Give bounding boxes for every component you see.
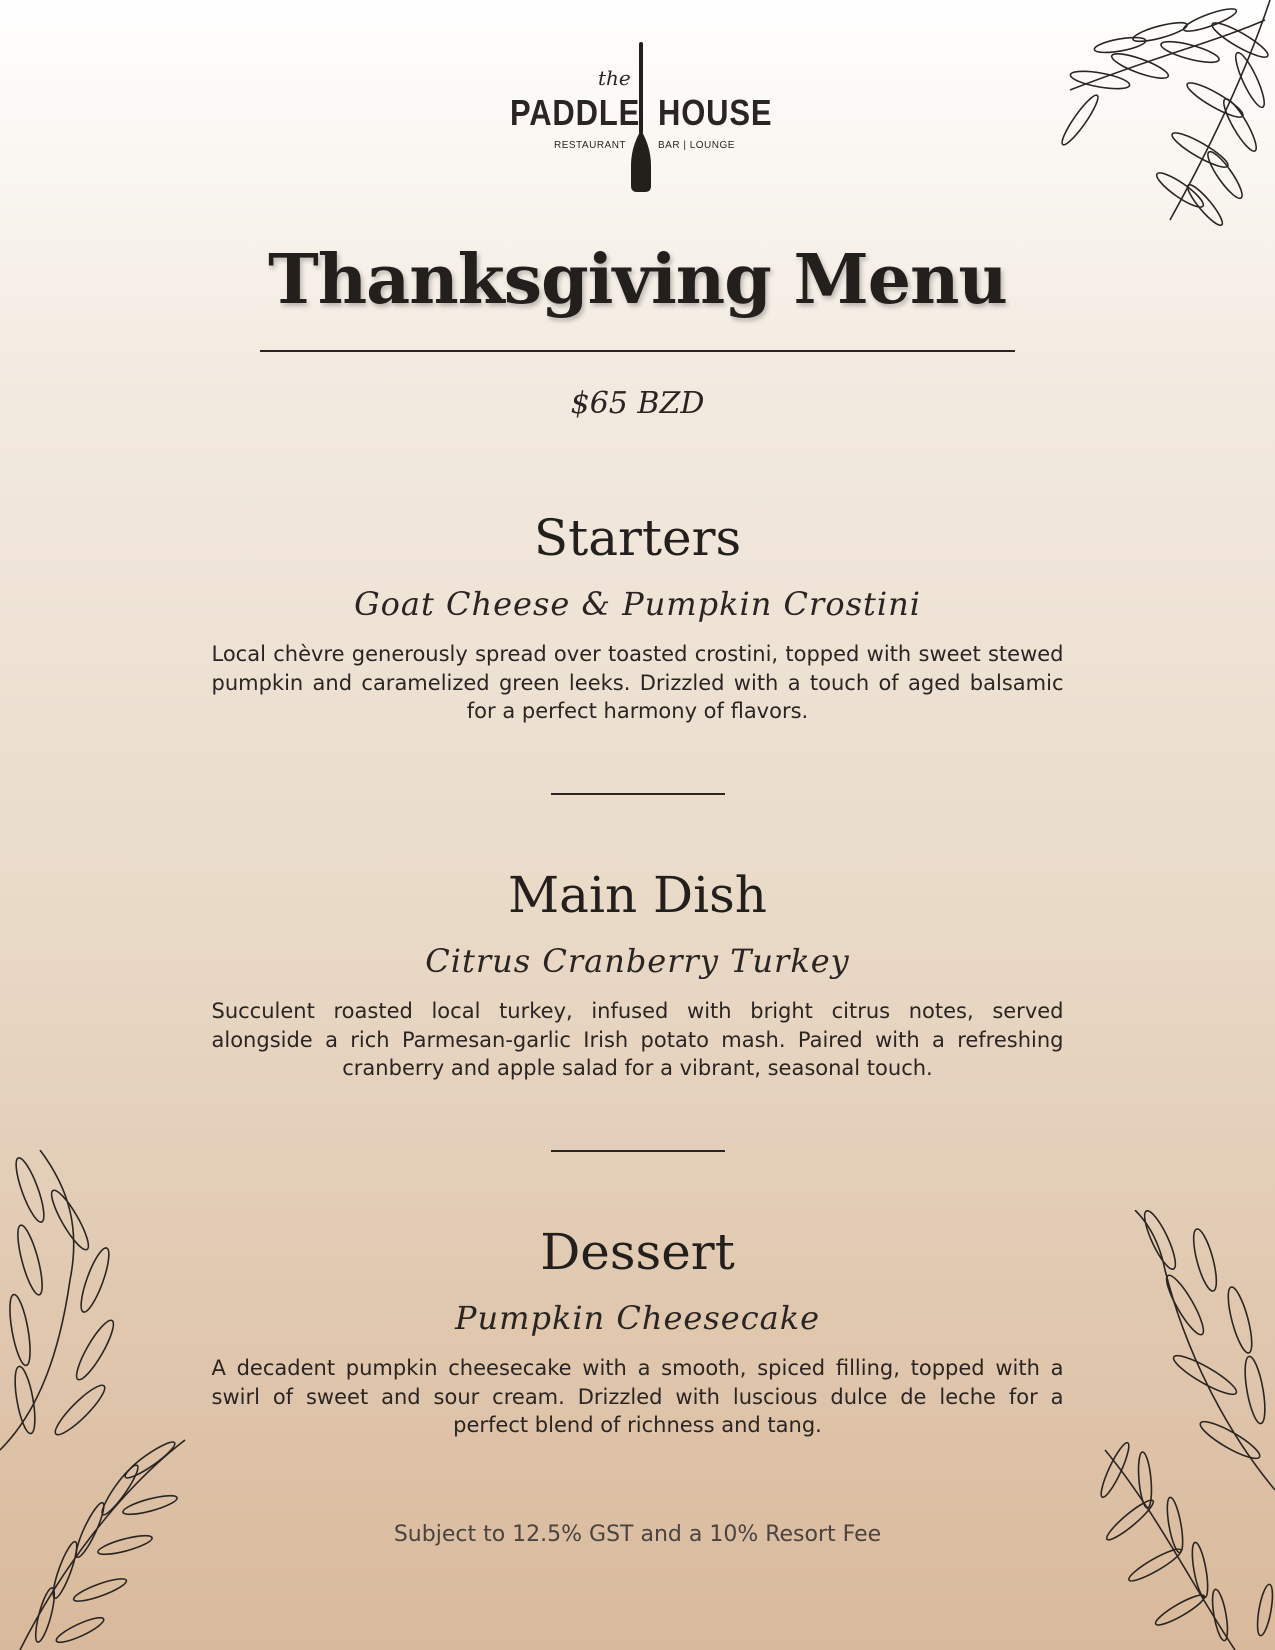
dish-description: Succulent roasted local turkey, infused with bright citrus notes, served alongside a rich Parmesan-garlic Irish potato mash. Paired with a refreshing cranberry and apple salad for a vibrant, seasonal touch. — [211, 999, 1064, 1080]
dish-description: A decadent pumpkin cheesecake with a smooth, spiced filling, topped with a swirl of sweet and sour cream. Drizzled with luscious dulce de leche for a perfect blend of richness and tang. — [211, 1356, 1064, 1437]
section-heading: Starters — [533, 509, 742, 567]
dish-name: Pumpkin Cheesecake — [454, 1299, 821, 1337]
section-starters — [0, 508, 1275, 726]
logo-the-text: the — [598, 66, 631, 90]
section-main-dish — [0, 865, 1275, 1083]
section-heading: Main Dish — [507, 866, 768, 924]
section-divider — [551, 793, 725, 795]
page-title: Thanksgiving Menu — [268, 240, 1007, 320]
dish-description: Local chèvre generously spread over toasted crostini, topped with sweet stewed pumpkin and caramelized green leeks. Drizzled with a touch of aged balsamic for a perfect harmony of flavors. — [211, 642, 1064, 723]
dish-name: Goat Cheese & Pumpkin Crostini — [354, 585, 921, 623]
leaf-branch-top-right-icon — [1040, 0, 1275, 235]
logo-restaurant-text: RESTAURANT — [554, 140, 627, 151]
section-divider — [551, 1150, 725, 1152]
section-heading: Dessert — [540, 1223, 735, 1281]
leaf-branch-bottom-left-icon — [0, 1150, 190, 1650]
paddle-house-logo — [500, 40, 790, 200]
leaf-branch-bottom-right-icon — [1075, 1210, 1275, 1650]
title-divider — [260, 350, 1015, 352]
dish-name: Citrus Cranberry Turkey — [425, 942, 850, 980]
logo-bar-lounge-text: BAR | LOUNGE — [658, 140, 735, 151]
tax-footnote: Subject to 12.5% GST and a 10% Resort Fee — [393, 1522, 882, 1547]
logo-paddle-text: PADDLE — [510, 92, 641, 133]
menu-price: $65 BZD — [570, 386, 705, 421]
logo-house-text: HOUSE — [658, 92, 773, 133]
